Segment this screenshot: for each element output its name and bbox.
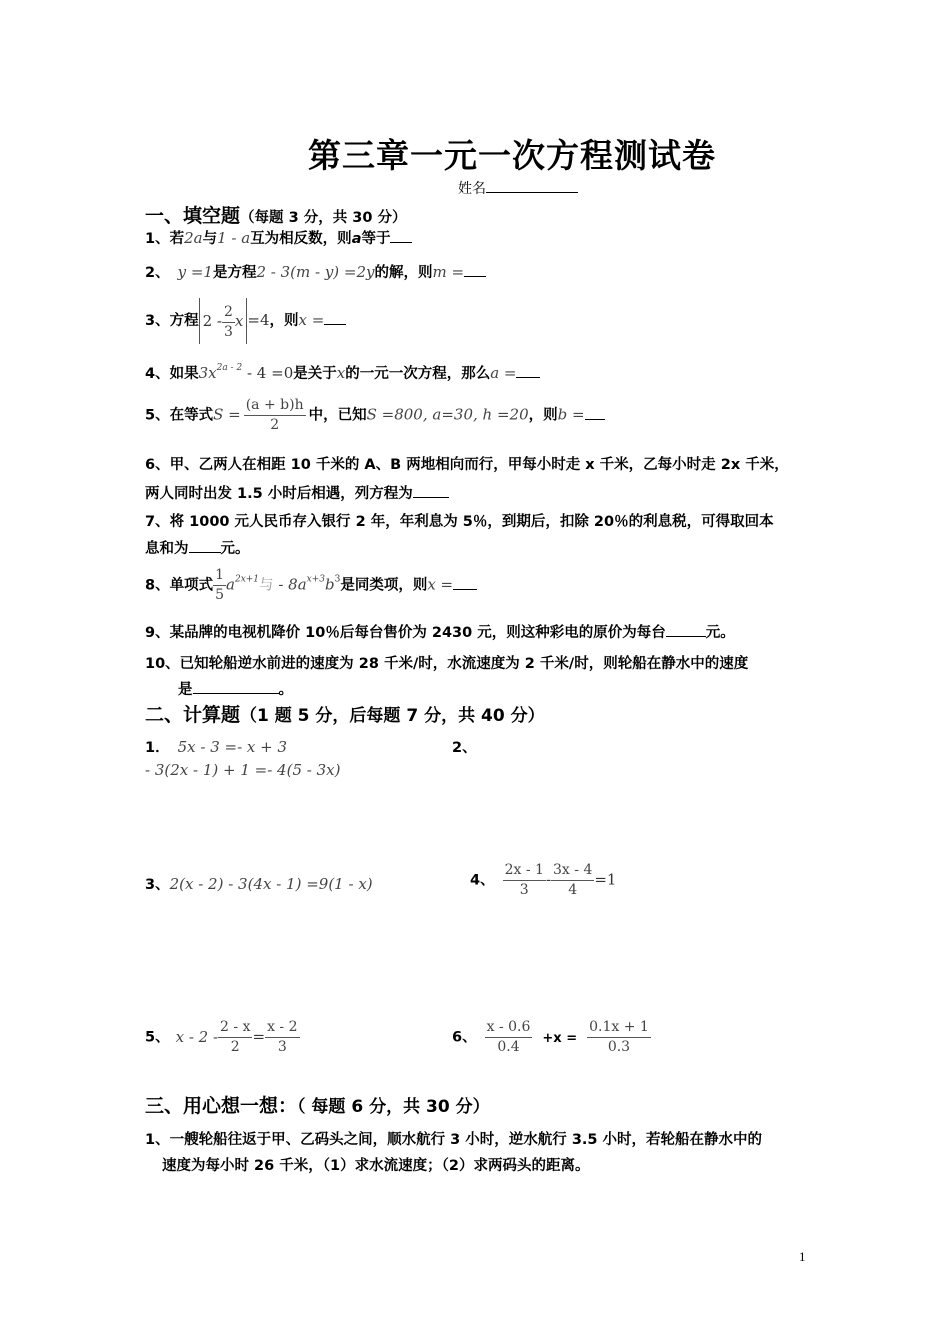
section3-note: （ 每题 6 分，共 30 分） [297,1097,490,1117]
q2-number: 2、 [145,265,170,281]
q8-math: b [324,575,335,594]
q4-exponent: 2a - 2 [216,363,243,373]
c4-fraction-2 [551,861,594,900]
q5-math: S = [213,405,241,424]
c5-number: 5、 [145,1029,170,1046]
q4-math: a = [490,364,517,382]
name-label: 姓名 [458,181,486,197]
c6-operator: +x = [542,1030,578,1046]
q10-text: 。 [278,682,293,698]
fraction-denominator: 4 [568,882,578,898]
c6-fraction-1 [485,1018,533,1057]
problem-1-line2: 速度为每小时 26 千米，（1）求水流速度；（2）求两码头的距离。 [162,1158,590,1174]
question-6-line2 [145,482,449,503]
question-8 [145,566,477,605]
q8-math: x = [427,575,454,594]
q3-math: 2 - [202,312,222,330]
question-4 [145,362,540,383]
fraction-numerator: x - 0.6 [485,1018,533,1038]
q2-math: y =1 [177,263,213,281]
c3-number: 3、 [145,877,170,893]
q5-text: 中，已知 [308,407,367,424]
question-2 [145,261,486,282]
c6-number: 6、 [452,1029,477,1046]
q5-math: b = [557,405,585,424]
fraction-denominator: 5 [215,587,225,603]
q2-math: m = [432,263,465,281]
q10-answer-blank [193,679,279,694]
q8-exponent: 2x+1 [234,574,260,585]
q5-fraction [244,396,306,435]
fraction-numerator: 2 [222,303,235,323]
q1-answer-blank [390,228,412,243]
q3-var: x [234,312,244,330]
page-number: 1 [799,1249,806,1264]
section1-note: （每题 3 分，共 30 分） [240,210,407,226]
c6-fraction-2 [587,1018,651,1057]
q1-text: 等于 [361,231,391,247]
q10-text: 是 [178,682,193,698]
q8-exponent: 3 [334,574,341,585]
question-1 [145,227,412,248]
q1-text: 互为相反数，则 [250,231,352,247]
question-7-line2 [145,537,250,558]
q7-answer-blank [189,538,221,553]
fraction-numerator: x - 2 [265,1018,299,1038]
section3-title: 三、用心想一想： [145,1095,298,1117]
calc-3 [145,873,373,894]
q1-var: a [351,231,362,247]
problem-1-line1: 1、一艘轮船往返于甲、乙码头之间，顺水航行 3 小时，逆水航行 3.5 小时，若轮船在静水中的 [145,1132,763,1148]
page-title: 第三章一元一次方程测试卷 [308,136,716,175]
section1-heading [145,201,406,228]
section2-note: （1 题 5 分，后每题 7 分，共 40 分） [240,706,545,726]
c4-number: 4、 [470,872,495,889]
q1-text: 若 [169,231,185,247]
q8-number: 8、 [145,577,170,594]
c4-fraction-1 [503,861,546,900]
q3-text: 方程 [169,313,199,329]
question-9 [145,621,735,642]
q4-math: x [336,364,346,382]
q6-answer-blank [413,483,449,498]
c5-fraction-2 [265,1018,299,1057]
q8-exponent: x+3 [306,574,325,585]
q2-math: 2 - 3(m - y) =2y [256,263,375,281]
section2-title: 二、计算题 [145,704,241,726]
q5-math: S =800, a=30, h =20 [366,405,529,424]
question-6-line1: 6、甲、乙两人在相距 10 千米的 A、B 两地相向而行，甲每小时走 x 千米，乙每小时走 2x 千米， [145,457,789,473]
c4-operator: - [545,870,552,889]
c2-equation: - 3(2x - 1) + 1 =- 4(5 - 3x) [145,761,341,779]
q4-text: 如果 [169,366,199,382]
q4-number: 4、 [145,366,170,382]
q1-text: 与 [202,231,218,247]
fraction-numerator: (a + b)h [244,396,306,416]
fraction-denominator: 2 [270,417,280,433]
q3-text: ，则 [269,313,299,329]
q5-text: 在等式 [169,407,214,424]
fraction-denominator: 3 [519,882,529,898]
q1-math: 2a [184,229,203,247]
q3-absolute-value [199,298,248,344]
calc-6 [452,1018,651,1057]
question-10-line1: 10、已知轮船逆水前进的速度为 28 千米/时，水流速度为 2 千米/时，则轮船在静水中的速度 [145,656,749,672]
fraction-denominator: 0.4 [497,1039,520,1055]
q8-math: a [226,575,235,594]
q5-text: ，则 [528,407,558,424]
fraction-denominator: 2 [230,1039,240,1055]
q8-math: - 8a [273,575,307,594]
fraction-numerator: 0.1x + 1 [587,1018,651,1038]
c3-equation: 2(x - 2) - 3(4x - 1) =9(1 - x) [169,875,373,893]
name-field [458,178,578,198]
q3-number: 3、 [145,313,170,329]
c4-rhs: =1 [594,870,617,889]
calc-5 [145,1018,300,1057]
section2-heading [145,700,545,727]
question-5 [145,396,605,435]
c1-number: 1． [145,740,170,756]
q6-text: 两人同时出发 1.5 小时后相遇，列方程为 [145,486,413,502]
q3-math: x = [298,311,325,329]
fraction-denominator: 3 [277,1039,287,1055]
q8-fraction [213,566,226,605]
q2-answer-blank [464,262,486,277]
c1-equation: 5x - 3 =- x + 3 [177,738,288,756]
calc-2-number: 2、 [452,740,477,756]
q4-answer-blank [516,363,540,378]
fraction-denominator: 3 [223,323,233,340]
fraction-denominator: 0.3 [607,1039,631,1055]
q3-fraction [222,303,235,342]
fraction-numerator: 2 - x [218,1018,252,1038]
calc-1 [145,736,287,757]
q3-math: =4 [247,311,270,329]
calc-2 [145,760,340,779]
section1-title: 一、填空题 [145,205,241,227]
q5-number: 5、 [145,407,170,424]
q4-math: 3x [198,364,217,382]
q5-answer-blank [585,405,605,420]
q3-answer-blank [324,310,346,325]
q1-math: 1 - a [217,229,251,247]
name-blank [486,178,578,193]
fraction-numerator: 1 [213,566,226,586]
section3-heading [145,1091,490,1118]
q7-text: 元。 [220,541,250,557]
question-10-line2 [178,678,293,699]
c5-operator: = [252,1027,266,1046]
q9-text: 元。 [705,625,735,641]
question-3 [145,298,346,344]
q7-text: 息和为 [145,541,189,557]
q8-text: 与 [259,577,274,594]
q9-text: 9、某品牌的电视机降价 10％后每台售价为 2430 元，则这种彩电的原价为每台 [145,625,666,641]
c5-fraction-1 [218,1018,252,1057]
q2-text: 的解，则 [374,265,433,281]
fraction-numerator: 3x - 4 [551,861,594,881]
q8-text: 单项式 [169,577,214,594]
fraction-numerator: 2x - 1 [503,861,546,881]
question-7-line1: 7、将 1000 元人民币存入银行 2 年，年利息为 5％，到期后，扣除 20％的利息税，可得取回本 [145,514,774,530]
q9-answer-blank [666,622,706,637]
q8-answer-blank [453,575,477,590]
q4-text: 的一元一次方程，那么 [345,366,491,382]
calc-4 [470,861,616,900]
q2-text: 是方程 [212,265,257,281]
q1-number: 1、 [145,231,170,247]
c5-math: x - 2 - [175,1027,219,1046]
q4-math: - 4 =0 [242,364,294,382]
q8-text: 是同类项，则 [340,577,428,594]
q4-text: 是关于 [293,366,337,382]
